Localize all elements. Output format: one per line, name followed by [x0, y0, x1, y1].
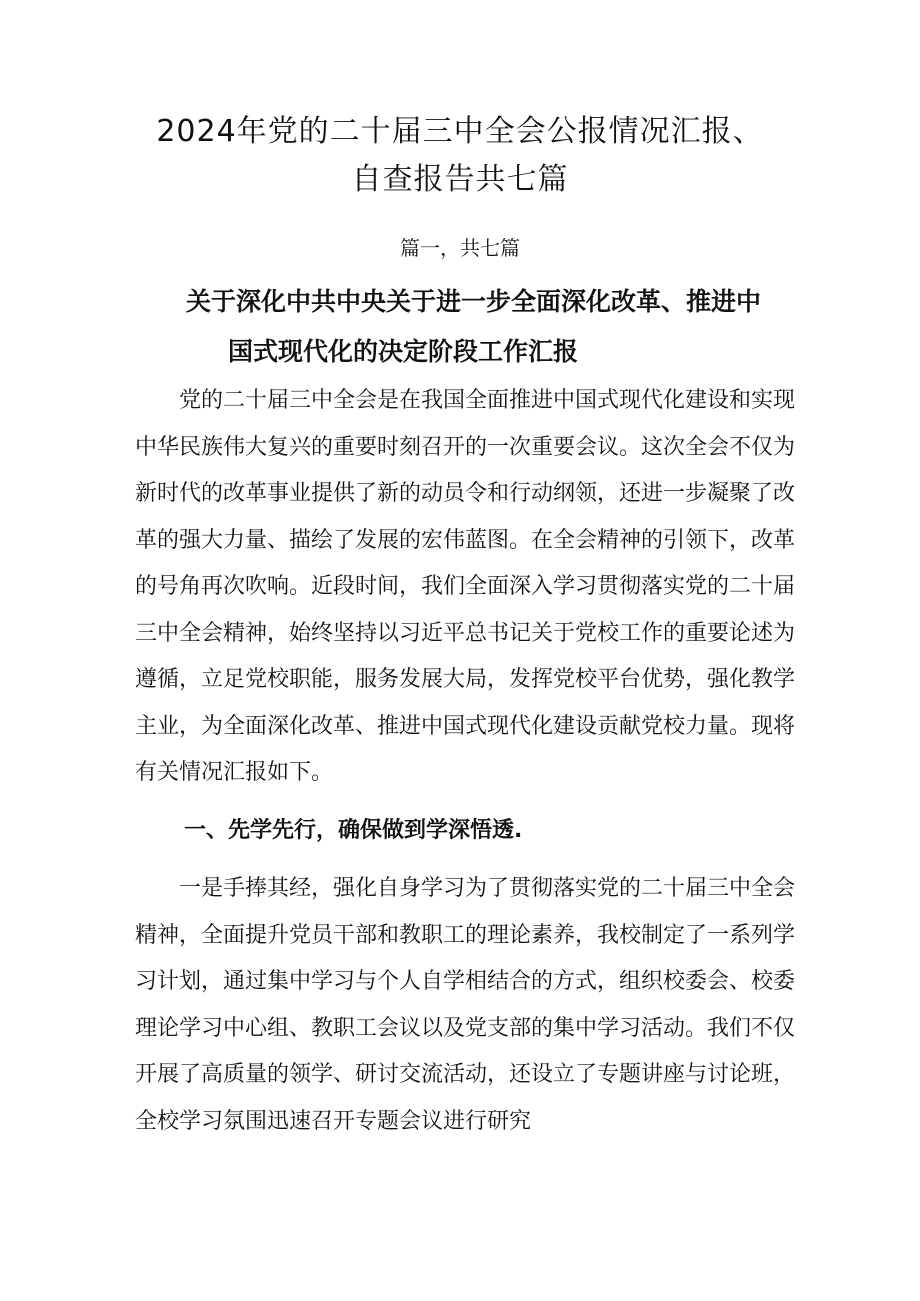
document-title-line-2: 自查报告共七篇: [351, 162, 569, 197]
heading-first-point: 一、先学先行，确保做到学深悟透.: [184, 818, 523, 843]
document-subtitle: 篇一，共七篇: [400, 236, 520, 260]
section-title-line-2: 国式现代化的决定阶段工作汇报: [228, 337, 579, 366]
paragraph-study: 一是手捧其经，强化自身学习为了贯彻落实党的二十届三中全会精神，全面提升党员干部和教职工的理论素养，我校制定了一系列学习计划，通过集中学习与个人自学相结合的方式，组织校委会、校委理论学习中心组、教职工会议以及党支部的集中学习活动。我们不仅开展了高质量的领学、研讨交流活动，还设立了专题讲座与讨论班，全校学习氛围迅速召开专题会议进行研究: [135, 876, 796, 1134]
section-title-line-1: 关于深化中共中央关于进一步全面深化改革、推进中: [186, 287, 762, 316]
document-title-line-1: 2024年党的二十届三中全会公报情况汇报、: [156, 114, 764, 149]
paragraph-intro: 党的二十届三中全会是在我国全面推进中国式现代化建设和实现中华民族伟大复兴的重要时刻召开的一次重要会议。这次全会不仅为新时代的改革事业提供了新的动员令和行动纲领，还进一步凝聚了改革的强大力量、描绘了发展的宏伟蓝图。在全会精神的引领下，改革的号角再次吹响。近段时间，我们全面深入学习贯彻落实党的二十届三中全会精神，始终坚持以习近平总书记关于党校工作的重要论述为遵循，立足党校职能，服务发展大局，发挥党校平台优势，强化教学主业，为全面深化改革、推进中国式现代化建设贡献党校力量。现将有关情况汇报如下。: [135, 388, 796, 785]
